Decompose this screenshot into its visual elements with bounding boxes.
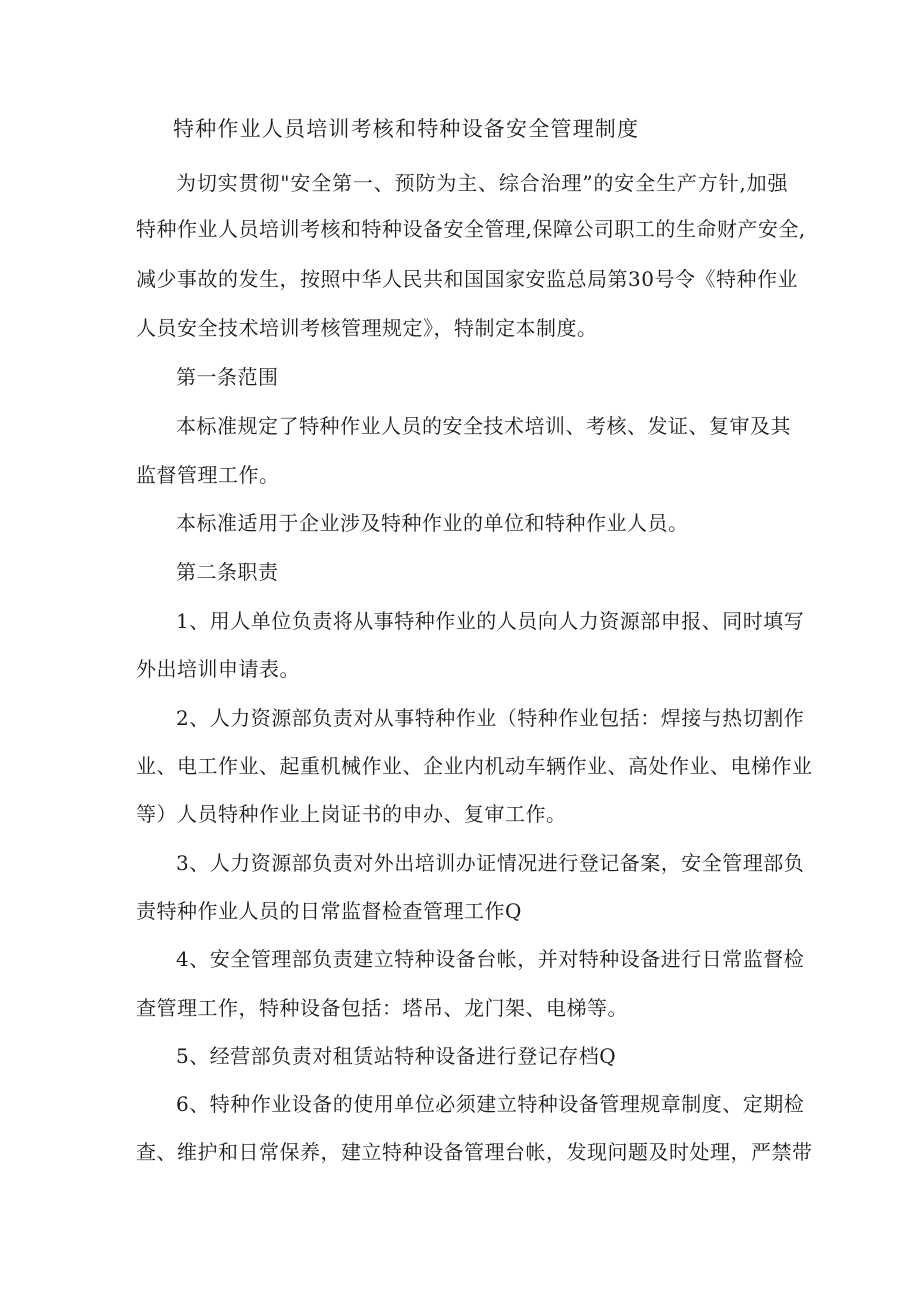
duty-2-line-3: 等）人员特种作业上岗证书的申办、复审工作。 (136, 802, 567, 826)
intro-line-2: 特种作业人员培训考核和特种设备安全管理,保障公司职工的生命财产安全, (136, 217, 806, 241)
article-1-para-1-line-2: 监督管理工作。 (136, 463, 280, 487)
duty-3-line-2: 责特种作业人员的日常监督检查管理工作Q (136, 899, 522, 923)
duty-1-line-2: 外出培训申请表。 (136, 657, 300, 681)
duty-4-line-1: 4、安全管理部负责建立特种设备台帐，并对特种设备进行日常监督检 (176, 947, 805, 971)
page-title: 特种作业人员培训考核和特种设备安全管理制度 (173, 117, 640, 141)
article-1-para-1-line-1: 本标准规定了特种作业人员的安全技术培训、考核、发证、复审及其 (176, 414, 791, 438)
intro-line-3: 减少事故的发生，按照中华人民共和国国家安监总局第30号令《特种作业 (136, 267, 798, 291)
intro-line-1: 为切实贯彻"安全第一、预防为主、综合治理”的安全生产方针,加强 (176, 171, 788, 195)
article-1-para-2: 本标准适用于企业涉及特种作业的单位和特种作业人员。 (176, 511, 689, 535)
duty-2-line-1: 2、人力资源部负责对从事特种作业（特种作业包括：焊接与热切割作 (176, 706, 805, 730)
duty-3-line-1: 3、人力资源部负责对外出培训办证情况进行登记备案，安全管理部负 (176, 851, 805, 875)
article-2-heading: 第二条职责 (176, 560, 279, 584)
duty-6-line-2: 查、维护和日常保养，建立特种设备管理台帐，发现问题及时处理，严禁带 (136, 1140, 813, 1164)
duty-5-line-1: 5、经营部负责对租赁站特种设备进行登记存档Q (176, 1044, 617, 1068)
duty-4-line-2: 查管理工作，特种设备包括：塔吊、龙门架、电梯等。 (136, 996, 628, 1020)
duty-2-line-2: 业、电工作业、起重机械作业、企业内机动车辆作业、高处作业、电梯作业 (136, 754, 813, 778)
duty-1-line-1: 1、用人单位负责将从事特种作业的人员向人力资源部申报、同时填写 (176, 609, 805, 633)
article-1-heading: 第一条范围 (176, 365, 279, 389)
intro-line-4: 人员安全技术培训考核管理规定》，特制定本制度。 (136, 316, 598, 340)
duty-6-line-1: 6、特种作业设备的使用单位必须建立特种设备管理规章制度、定期检 (176, 1092, 805, 1116)
